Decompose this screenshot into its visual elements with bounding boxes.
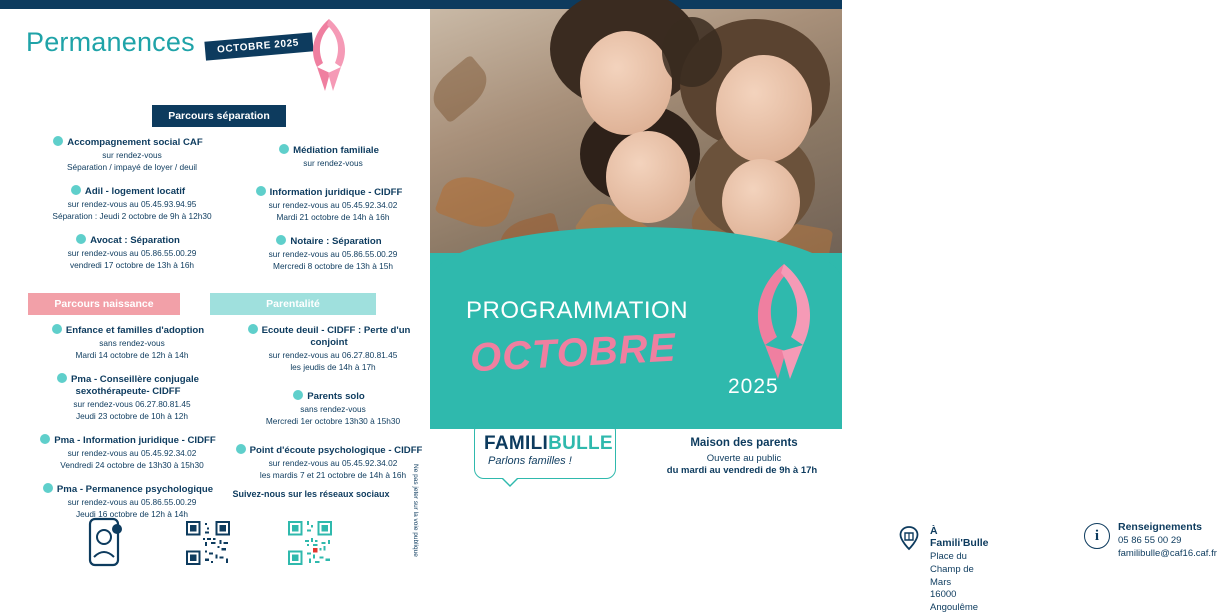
logo-title-bulle: BULLE bbox=[548, 433, 613, 454]
year-title: 2025 bbox=[728, 375, 779, 398]
right-panel bbox=[430, 9, 1217, 614]
info-circle-icon: i bbox=[1084, 523, 1110, 549]
bullet-dot-icon bbox=[279, 144, 289, 154]
top-navy-bar bbox=[0, 0, 842, 9]
page-title: Permanences bbox=[26, 27, 195, 57]
separation-right-column bbox=[228, 143, 430, 283]
list-item: Information juridique - CIDFF sur rendez-vous au 05.45.92.34.02 Mardi 21 octobre de 14h à 16h bbox=[228, 185, 430, 223]
separation-left-column bbox=[24, 135, 232, 282]
maison-hours-line: du mardi au vendredi de 9h à 17h bbox=[666, 465, 818, 476]
info-block bbox=[1094, 521, 1217, 561]
list-item: Enfance et familles d'adoption sans rendez-vous Mardi 14 octobre de 12h à 14h bbox=[24, 323, 232, 361]
list-item: Pma - Information juridique - CIDFF sur rendez-vous au 05.45.92.34.02 Vendredi 24 octobre de 13h30 à 15h30 bbox=[24, 433, 232, 471]
date-badge: OCTOBRE 2025 bbox=[204, 32, 313, 60]
bullet-dot-icon bbox=[71, 185, 81, 195]
info-email[interactable]: familibulle@caf16.caf.fr bbox=[1118, 547, 1217, 559]
bullet-dot-icon bbox=[57, 373, 67, 383]
naissance-column bbox=[24, 323, 232, 531]
list-item: Adil - logement locatif sur rendez-vous au 05.45.93.94.95 Séparation : Jeudi 2 octobre de 9h à 12h30 bbox=[52, 186, 212, 222]
bullet-dot-icon bbox=[40, 434, 50, 444]
list-item: Avocat : Séparation sur rendez-vous au 05.86.55.00.29 vendredi 17 octobre de 13h à 16h bbox=[67, 235, 197, 271]
parentalite-column bbox=[228, 323, 430, 492]
address-block bbox=[930, 525, 989, 615]
bullet-dot-icon bbox=[248, 324, 258, 334]
social-media-note: Suivez-nous sur les réseaux sociaux bbox=[232, 489, 390, 499]
month-title: OCTOBRE bbox=[468, 325, 678, 381]
list-item: Notaire : Séparation sur rendez-vous au 05.86.55.00.29 Mercredi 8 octobre de 13h à 15h bbox=[268, 236, 398, 272]
band-parcours-naissance: Parcours naissance bbox=[28, 293, 180, 315]
bullet-dot-icon bbox=[76, 234, 86, 244]
logo-tagline: Parlons familles ! bbox=[488, 455, 572, 467]
address-line-2: 16000 Angoulême bbox=[930, 589, 979, 614]
bullet-dot-icon bbox=[293, 390, 303, 400]
bullet-dot-icon bbox=[52, 324, 62, 334]
address-heading: À Famili'Bulle bbox=[930, 525, 989, 549]
qr-code-instagram[interactable] bbox=[288, 521, 332, 565]
legal-note: Ne pas jeter sur la voie publique bbox=[412, 464, 419, 557]
maison-des-parents-title: Maison des parents bbox=[690, 437, 798, 449]
band-parcours-separation: Parcours séparation bbox=[152, 105, 286, 127]
mobile-app-icon bbox=[84, 517, 124, 569]
bullet-dot-icon bbox=[43, 483, 53, 493]
logo-title-familli: FAMILI bbox=[484, 433, 549, 454]
logo-title bbox=[484, 433, 613, 455]
list-item: Ecoute deuil - CIDFF : Perte d'un conjoint sur rendez-vous au 06.27.80.81.45 les jeudis de 14h à 17h bbox=[228, 323, 430, 373]
list-item: Parents solo sans rendez-vous Mercredi 1er octobre 13h30 à 15h30 bbox=[265, 391, 401, 426]
info-phone[interactable]: 05 86 55 00 29 bbox=[1118, 535, 1182, 546]
bullet-dot-icon bbox=[236, 444, 246, 454]
info-heading: Renseignements bbox=[1118, 521, 1203, 533]
list-item: Pma - Permanence psychologique sur rendez-vous au 05.86.55.00.29 Jeudi 16 octobre de 12h à 14h bbox=[24, 482, 232, 520]
list-item: Point d'écoute psychologique - CIDFF sur rendez-vous au 05.45.92.34.02 les mardis 7 et 21 octobre de 14h à 16h bbox=[228, 443, 430, 481]
bullet-dot-icon bbox=[256, 186, 266, 196]
programmation-title: PROGRAMMATION bbox=[466, 297, 689, 324]
bullet-dot-icon bbox=[53, 136, 63, 146]
address-line-1: Place du Champ de Mars bbox=[930, 551, 974, 588]
left-panel bbox=[0, 9, 430, 596]
maison-open-line: Ouverte au public bbox=[706, 453, 782, 464]
qr-code-facebook[interactable] bbox=[186, 521, 230, 565]
list-item: Médiation familiale sur rendez-vous bbox=[228, 143, 430, 169]
list-item: Accompagnement social CAF sur rendez-vous Séparation / impayé de loyer / deuil bbox=[24, 135, 232, 173]
band-parentalite: Parentalité bbox=[210, 293, 376, 315]
pink-ribbon-icon bbox=[303, 17, 355, 95]
bullet-dot-icon bbox=[276, 235, 286, 245]
location-pin-icon bbox=[896, 525, 922, 551]
pink-ribbon-large-icon bbox=[738, 261, 830, 383]
list-item: Pma - Conseillère conjugale sexothérapeute- CIDFF sur rendez-vous 06.27.80.81.45 Jeudi 23 octobre de 10h à 12h bbox=[24, 372, 232, 422]
